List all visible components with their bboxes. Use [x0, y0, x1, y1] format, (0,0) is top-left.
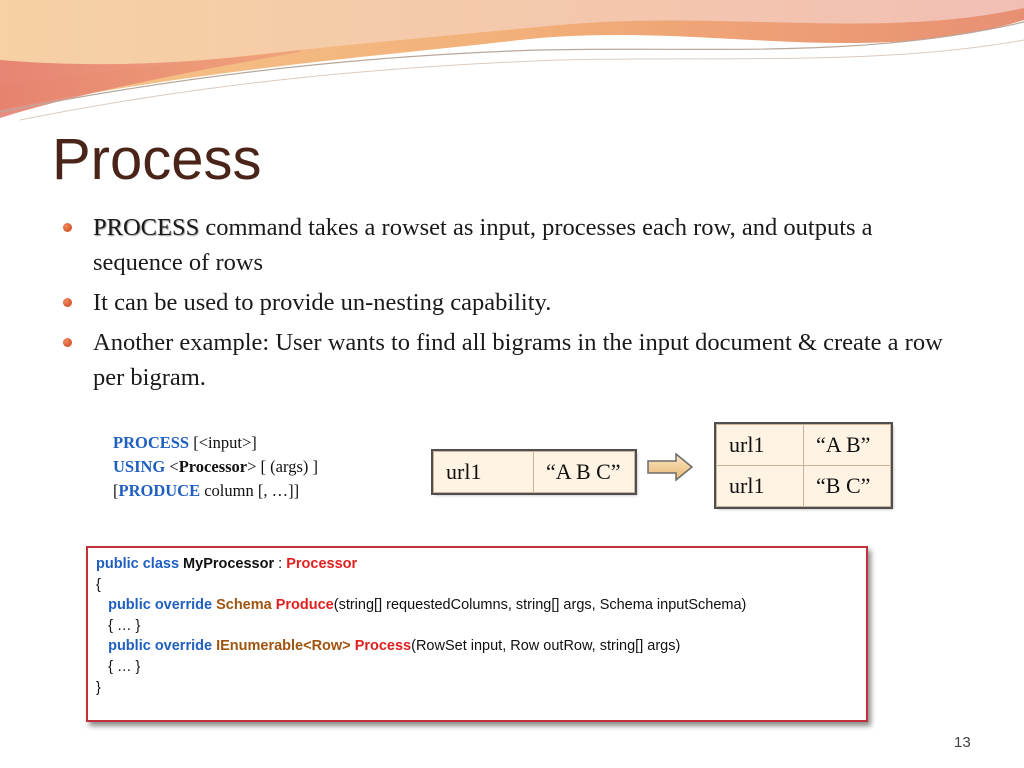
table-cell: “A B”: [804, 425, 891, 466]
code-method-name: Produce: [275, 597, 334, 614]
syntax-text: <: [165, 457, 179, 476]
code-keyword: public override: [108, 597, 217, 614]
table-row: [717, 466, 891, 507]
bullet-item: [62, 285, 962, 320]
bullet-text: It can be used to provide un-nesting capability.: [93, 289, 552, 316]
table-cell: url1: [717, 466, 804, 507]
syntax-text: column [, …]]: [200, 481, 300, 500]
syntax-keyword: PRODUCE: [118, 481, 201, 500]
syntax-line: [113, 455, 318, 479]
table-cell: url1: [434, 452, 534, 493]
code-return-type: Schema: [216, 597, 272, 614]
code-indent: [96, 597, 108, 613]
table-row: [434, 452, 635, 493]
table-cell: “A B C”: [534, 452, 635, 493]
code-return-type: IEnumerable<Row>: [216, 638, 351, 655]
code-keyword: public class: [96, 556, 184, 572]
code-line: {: [96, 576, 101, 593]
code-sample-box: [86, 546, 868, 722]
output-rowset-table: [716, 424, 891, 507]
table-row: [717, 425, 891, 466]
code-class-name: MyProcessor: [183, 556, 275, 572]
syntax-keyword: PROCESS: [113, 433, 190, 452]
code-line: { … }: [96, 658, 141, 675]
table-cell: “B C”: [804, 466, 891, 507]
table-cell: url1: [717, 425, 804, 466]
code-method-name: Process: [354, 638, 412, 655]
header-wave-decoration: [0, 0, 1024, 130]
right-arrow-icon: [646, 452, 694, 482]
bullet-list: [62, 210, 962, 400]
code-text: (string[] requestedColumns, string[] args, Schema inputSchema): [333, 597, 747, 614]
syntax-keyword: USING: [113, 457, 166, 476]
code-base-class: Processor: [286, 556, 358, 572]
bullet-text: Another example: User wants to find all bigrams in the input document & create a row per bigram.: [93, 329, 943, 391]
process-syntax: [113, 431, 318, 503]
bullet-text: command takes a rowset as input, processes each row, and outputs a sequence of rows: [93, 214, 873, 276]
input-rowset-table: [433, 451, 635, 493]
code-line: [96, 554, 858, 575]
code-keyword: public override: [108, 638, 217, 655]
code-indent: [96, 638, 108, 654]
bullet-item: [62, 325, 962, 395]
syntax-text: > [ (args) ]: [247, 457, 318, 476]
syntax-text: [<input>]: [189, 433, 257, 452]
bullet-dot-icon: [63, 338, 72, 347]
bullet-item: [62, 210, 962, 280]
code-text: (RowSet input, Row outRow, string[] args): [411, 638, 681, 655]
code-line: [96, 636, 858, 657]
code-line: [96, 595, 858, 616]
page-number: 13: [954, 734, 971, 751]
syntax-text: [: [113, 481, 119, 500]
code-line: { … }: [96, 617, 141, 634]
bullet-dot-icon: [63, 298, 72, 307]
syntax-line: [113, 431, 318, 455]
syntax-processor: Processor: [178, 457, 248, 476]
bullet-dot-icon: [63, 223, 72, 232]
bullet-keyword: PROCESS: [93, 214, 200, 241]
code-text: :: [274, 556, 287, 572]
code-line: }: [96, 679, 101, 696]
syntax-line: [113, 479, 318, 503]
slide-title: Process: [52, 127, 262, 192]
